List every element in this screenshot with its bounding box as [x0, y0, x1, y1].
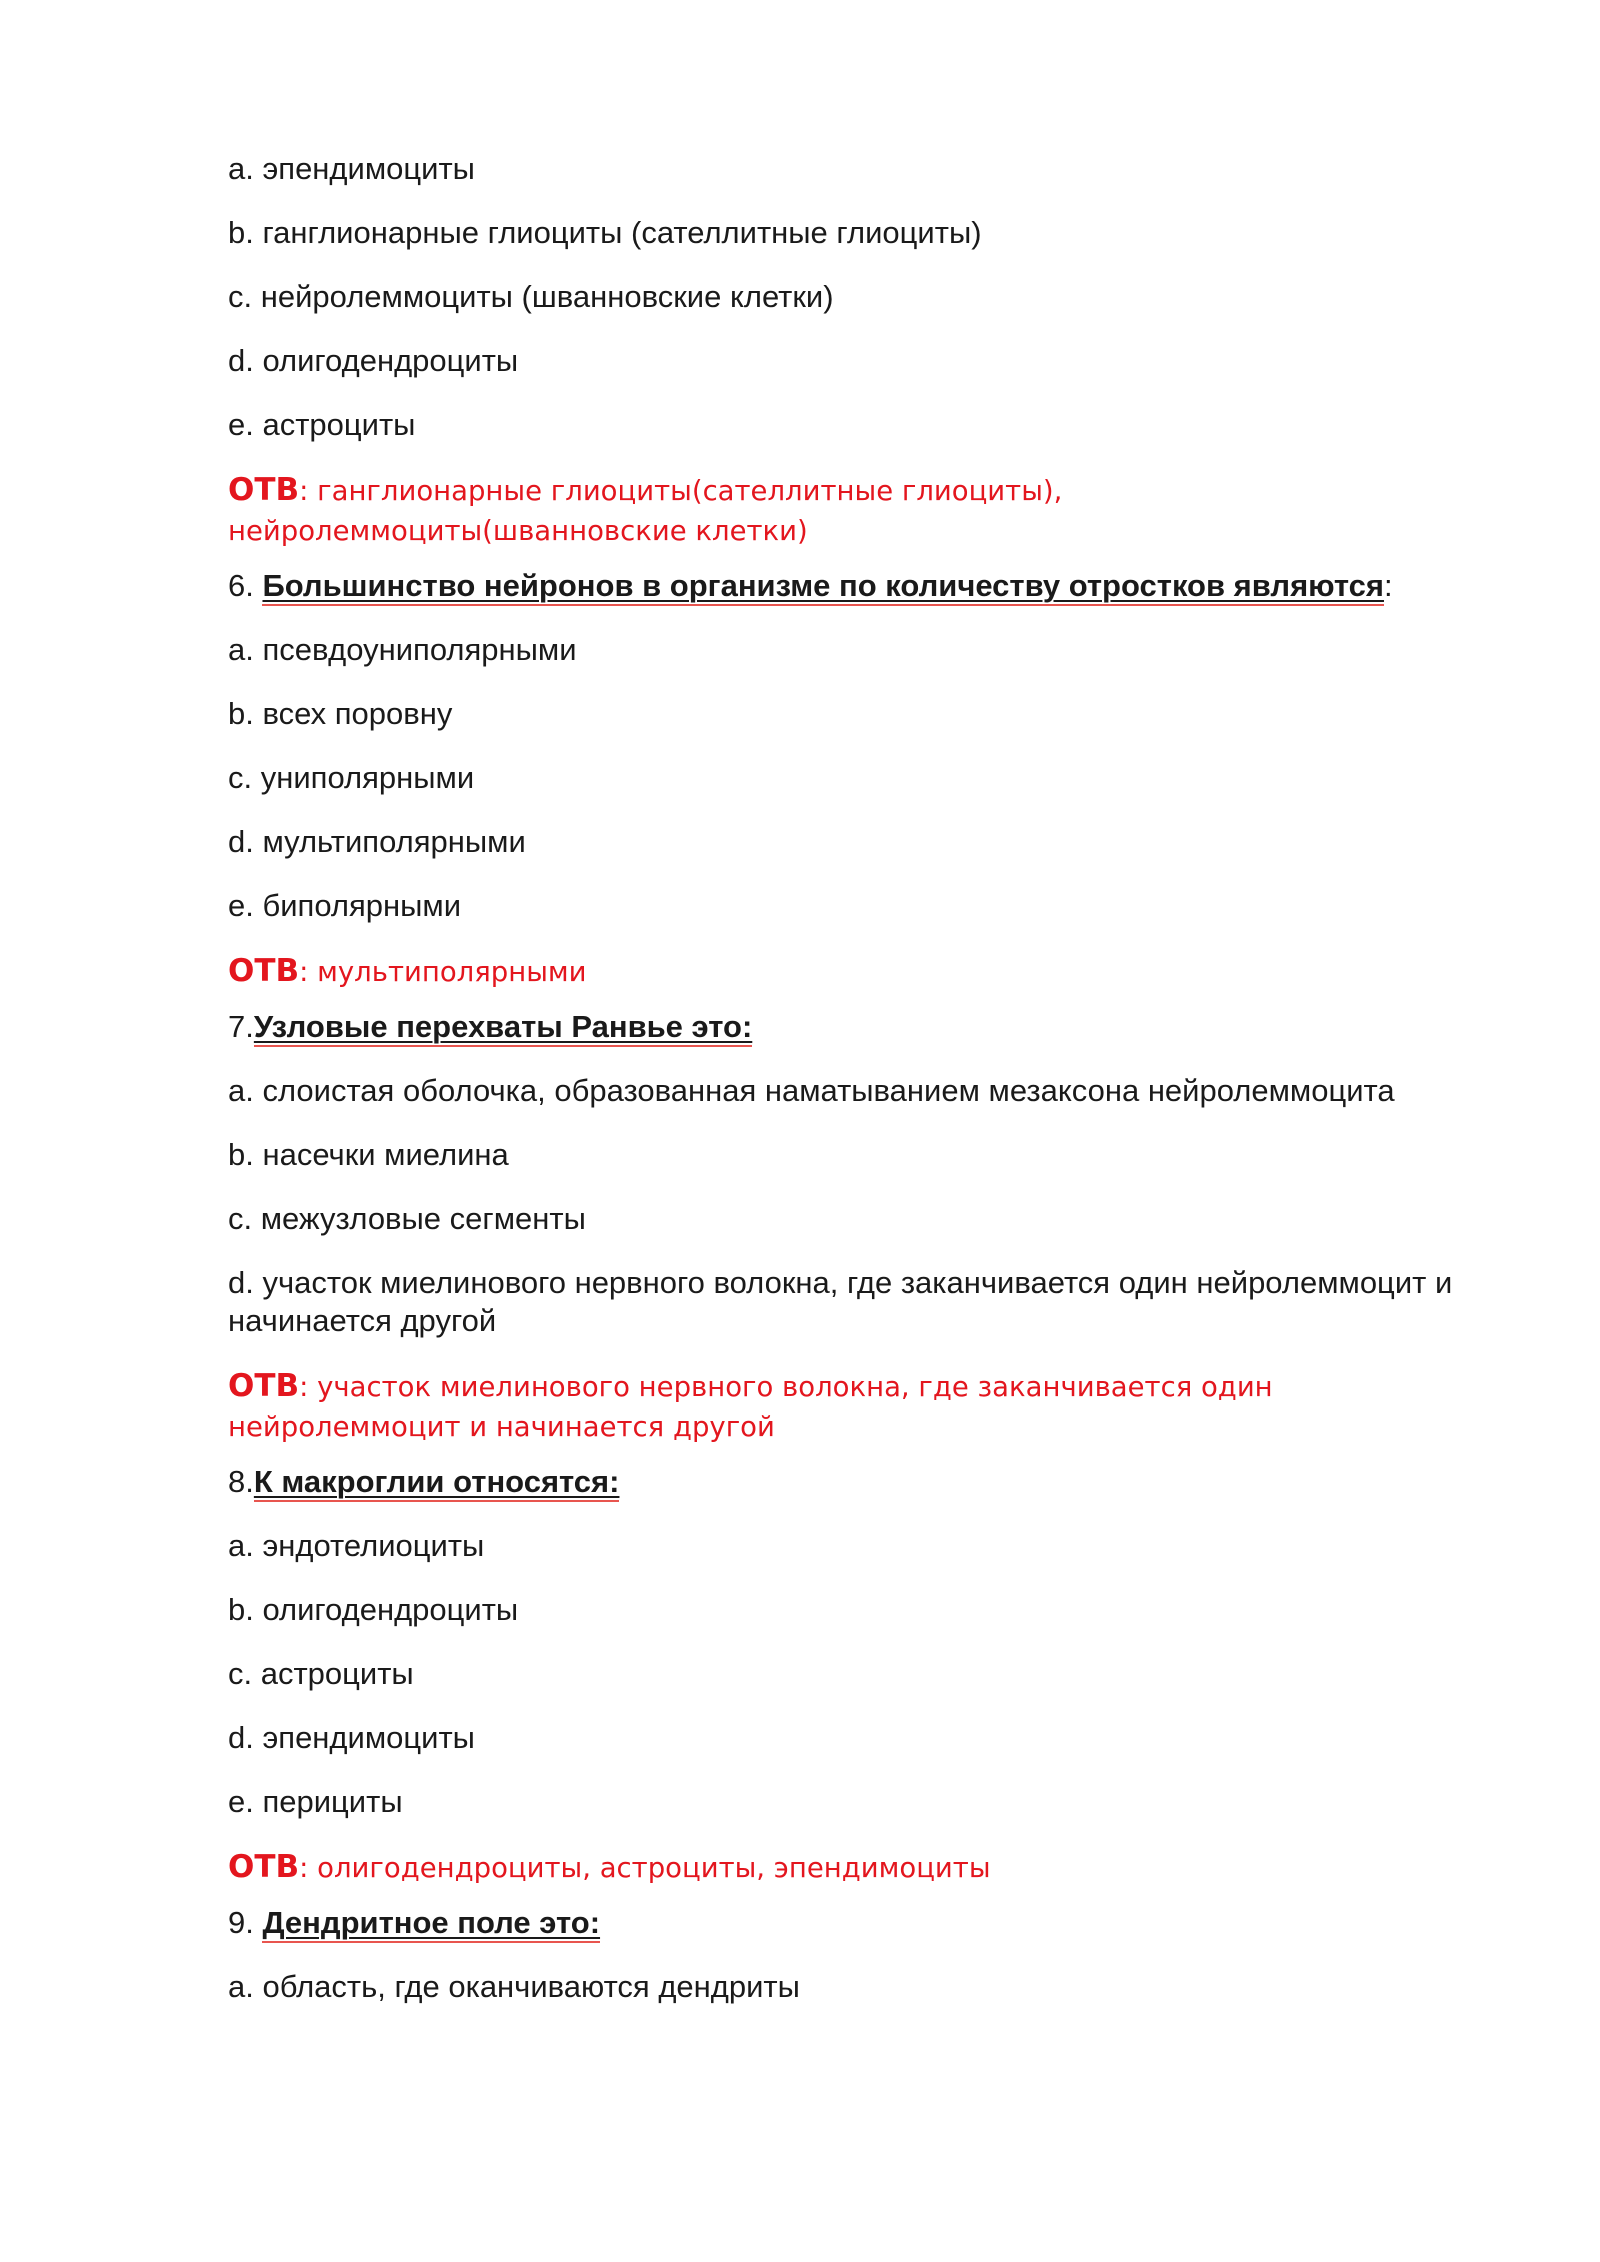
- answer-option: c. униполярными: [228, 760, 475, 795]
- answer-option: c. нейролеммоциты (шванновские клетки): [228, 279, 834, 314]
- answer-option: b. олигодендроциты: [228, 1592, 519, 1627]
- answer-label: ОТВ: [228, 472, 300, 508]
- question: [228, 567, 1488, 605]
- answer-option: c. астроциты: [228, 1656, 414, 1691]
- question-number: 8.: [228, 1464, 254, 1499]
- answer-option: e. перициты: [228, 1784, 403, 1819]
- answer-option: e. астроциты: [228, 407, 416, 442]
- correct-answer: [228, 470, 1488, 551]
- question-text: Дендритное поле это:: [262, 1905, 600, 1943]
- answer-label: ОТВ: [228, 953, 300, 989]
- answer-text: : мультиполярными: [299, 956, 587, 988]
- question: [228, 1904, 1488, 1942]
- question: [228, 1463, 1488, 1501]
- answer-label: ОТВ: [228, 1849, 300, 1885]
- question-text: К макроглии относятся:: [254, 1464, 620, 1502]
- answer-option: b. ганглионарные глиоциты (сателлитные глиоциты): [228, 215, 982, 250]
- answer-option: a. псевдоуниполярными: [228, 632, 577, 667]
- answer-option: b. насечки миелина: [228, 1137, 509, 1172]
- answer-option: e. биполярными: [228, 888, 462, 923]
- answer-option: d. участок миелинового нервного волокна, где заканчивается один нейролеммоцит и начинается другой: [228, 1265, 1453, 1338]
- correct-answer: [228, 951, 1488, 992]
- question-number: 7.: [228, 1009, 254, 1044]
- answer-option: d. мультиполярными: [228, 824, 526, 859]
- correct-answer: [228, 1366, 1488, 1447]
- answer-text: : олигодендроциты, астроциты, эпендимоциты: [299, 1852, 991, 1884]
- answer-option: a. эпендимоциты: [228, 151, 475, 186]
- question-number: 9.: [228, 1905, 263, 1940]
- answer-option: c. межузловые сегменты: [228, 1201, 586, 1236]
- answer-option: d. эпендимоциты: [228, 1720, 475, 1755]
- answer-text: : ганглионарные глиоциты(сателлитные глиоциты), нейролеммоциты(шванновские клетки): [228, 475, 1063, 547]
- question-suffix: :: [1383, 568, 1393, 603]
- correct-answer: [228, 1847, 1488, 1888]
- question-text: Узловые перехваты Ранвье это:: [254, 1009, 752, 1047]
- document-content: [228, 150, 1488, 2032]
- question-number: 6.: [228, 568, 263, 603]
- answer-option: a. слоистая оболочка, образованная наматыванием мезаксона нейролеммоцита: [228, 1073, 1395, 1108]
- answer-text: : участок миелинового нервного волокна, где заканчивается один нейролеммоцит и начинается другой: [228, 1371, 1273, 1443]
- question-text: Большинство нейронов в организме по количеству отростков являются: [262, 568, 1384, 606]
- question: [228, 1008, 1488, 1046]
- answer-option: b. всех поровну: [228, 696, 453, 731]
- answer-label: ОТВ: [228, 1368, 300, 1404]
- answer-option: d. олигодендроциты: [228, 343, 519, 378]
- answer-option: a. эндотелиоциты: [228, 1528, 485, 1563]
- answer-option: a. область, где оканчиваются дендриты: [228, 1969, 800, 2004]
